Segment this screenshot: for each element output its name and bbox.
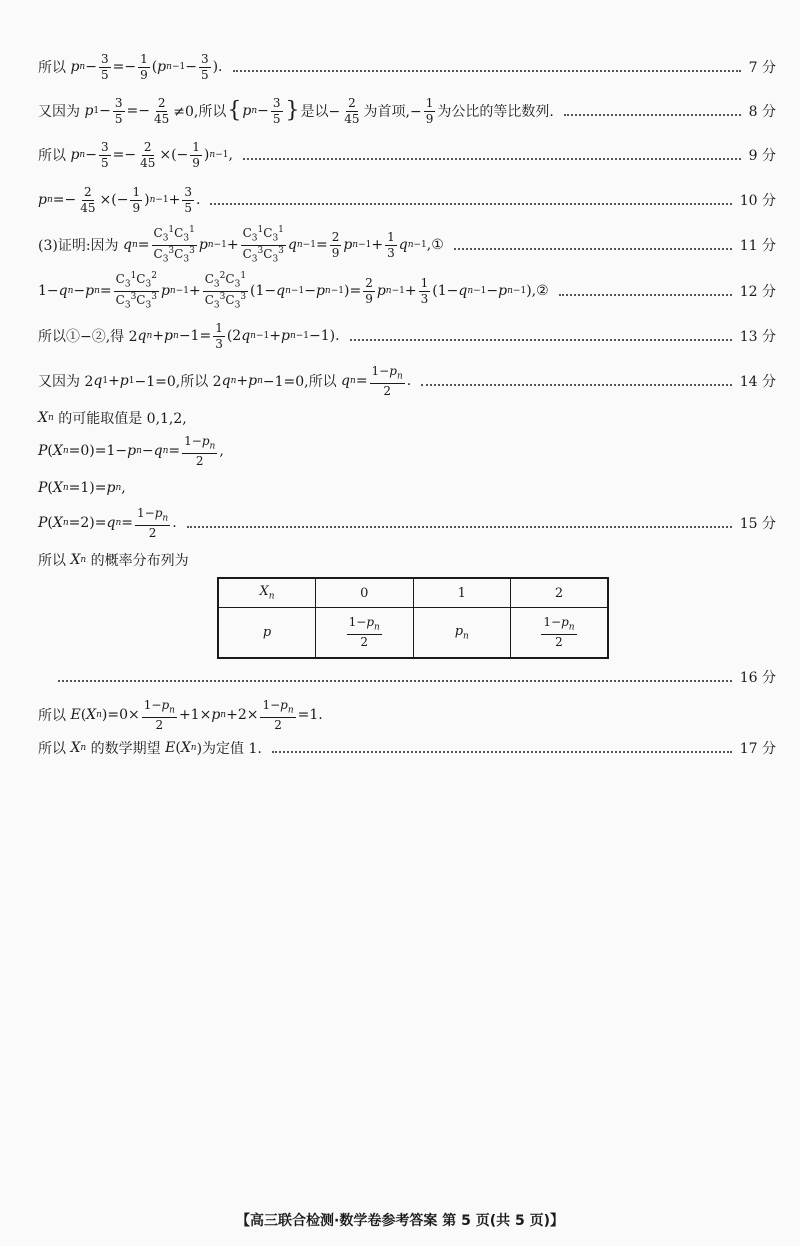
- solution-line-8: [38, 96, 776, 126]
- leader-dots: [272, 751, 732, 753]
- table-cell: 2: [511, 578, 609, 608]
- p1-equation: P ( X n =1)= p n ,: [38, 480, 126, 496]
- values-line: [38, 403, 776, 433]
- equation-10: p n =− $\frac{2}{45}$ ×(− $\frac{1}{9}$ ) n−1 + $\frac{3}{5}$ .: [38, 184, 201, 215]
- score-label: 10 分: [739, 193, 776, 209]
- solution-line-14: [38, 363, 776, 398]
- score-label: 16 分: [739, 670, 776, 686]
- expectation-equation: 所以 E ( X n )=0× $\frac{1-p_n}{2}$ +1× p n +2× $\frac{1-p_n}{2}$ =1.: [38, 697, 323, 732]
- solution-line-11: [38, 224, 776, 264]
- table-cell: 1: [413, 578, 511, 608]
- score-label: 15 分: [739, 516, 776, 532]
- leader-dots: [210, 203, 731, 205]
- equation-17: 所以 X n 的数学期望 E ( X n )为定值 1.: [38, 740, 262, 757]
- equation-14: 又因为 2 q 1 + p 1 −1=0,所以 2 q n + p n −1=0,所以 q n = $\frac{1-p_n}{2}$ .: [38, 363, 412, 398]
- equation-8: 又因为 p 1 − $\frac{3}{5}$ =− $\frac{2}{45}$ ≠0,所以 { p n − $\frac{3}{5}$ } 是以− $\frac{2}{45}$ 为首项,− $\frac{1}{9}$ 为公比的等比数列.: [38, 95, 554, 126]
- table-cell: $p_n$: [413, 608, 511, 658]
- values-statement: X n 的可能取值是 0,1,2,: [38, 410, 187, 427]
- leader-dots: [233, 70, 741, 72]
- solution-line-17: [38, 733, 776, 763]
- table-cell: $\frac{1-p_n}{2}$: [511, 608, 609, 658]
- equation-13: 所以①−②,得 2 q n + p n −1= $\frac{1}{3}$ (2 q n−1 + p n−1 −1).: [38, 320, 340, 351]
- leader-dots: [559, 294, 732, 296]
- table-cell: $\frac{1-p_n}{2}$: [316, 608, 414, 658]
- leader-dots: [243, 158, 741, 160]
- solution-line-7: [38, 52, 776, 82]
- leader-dots: [564, 114, 741, 116]
- leader-dots: [187, 526, 732, 528]
- equation-15: P ( X n =2)= q n = $\frac{1-p_n}{2}$ .: [38, 505, 177, 540]
- score-label: 11 分: [739, 238, 776, 254]
- score-label: 13 分: [739, 329, 776, 345]
- table-cell: 0: [316, 578, 414, 608]
- table-cell: p: [218, 608, 316, 658]
- leader-dots: [350, 339, 732, 341]
- expectation-line: [38, 697, 776, 732]
- distribution-intro-line: [38, 545, 776, 575]
- table-row: [218, 608, 608, 658]
- score-label: 7 分: [748, 60, 776, 76]
- leader-dots: [421, 384, 732, 386]
- score-label: 14 分: [739, 374, 776, 390]
- distribution-table: [217, 577, 609, 659]
- score-label: 17 分: [739, 741, 776, 757]
- solution-line-13: [38, 321, 776, 351]
- p0-line: [38, 433, 776, 468]
- score-label: 8 分: [748, 104, 776, 120]
- equation-11: (3)证明:因为 q n = $\frac{C_3^1C_3^1}{C_3^3C_3^3}$ p n−1 + $\frac{C_3^1C_3^1}{C_3^3C_3^3}$ q n−1 = $\frac{2}{9}$ p n−1 + $\frac{1}{3}$ q n−1 ,①: [38, 224, 444, 264]
- score-label: 9 分: [748, 148, 776, 164]
- distribution-intro: 所以 X n 的概率分布列为: [38, 552, 189, 569]
- equation-9: 所以 p n − $\frac{3}{5}$ =− $\frac{2}{45}$ ×(− $\frac{1}{9}$ ) n−1 ,: [38, 139, 233, 170]
- score-label: 12 分: [739, 284, 776, 300]
- p0-equation: P ( X n =0)=1− p n − q n = $\frac{1-p_n}{2}$ ,: [38, 433, 224, 468]
- solution-line-15: [38, 505, 776, 540]
- equation-7: 所以 p n − $\frac{3}{5}$ =− $\frac{1}{9}$ ( p n−1 − $\frac{3}{5}$ ).: [38, 51, 223, 82]
- solution-line-12: [38, 270, 776, 310]
- p1-line: [38, 473, 776, 503]
- leader-dots: [58, 680, 732, 682]
- page-footer: 【高三联合检测·数学卷参考答案 第 5 页(共 5 页)】: [236, 1213, 564, 1229]
- solution-line-16: [38, 662, 776, 692]
- table-header-row: [218, 578, 608, 608]
- solution-line-9: [38, 140, 776, 170]
- leader-dots: [454, 248, 732, 250]
- equation-12: 1− q n − p n = $\frac{C_3^1C_3^2}{C_3^3C_3^3}$ p n−1 + $\frac{C_3^2C_3^1}{C_3^3C_3^3}$ (1− q n−1 − p n−1 )= $\frac{2}{9}$ p n−1 + $\frac{1}{3}$ (1− q n−1 − p n−1 ),②: [38, 270, 549, 310]
- solution-line-10: [38, 185, 776, 215]
- table-cell: $X_n$: [218, 578, 316, 608]
